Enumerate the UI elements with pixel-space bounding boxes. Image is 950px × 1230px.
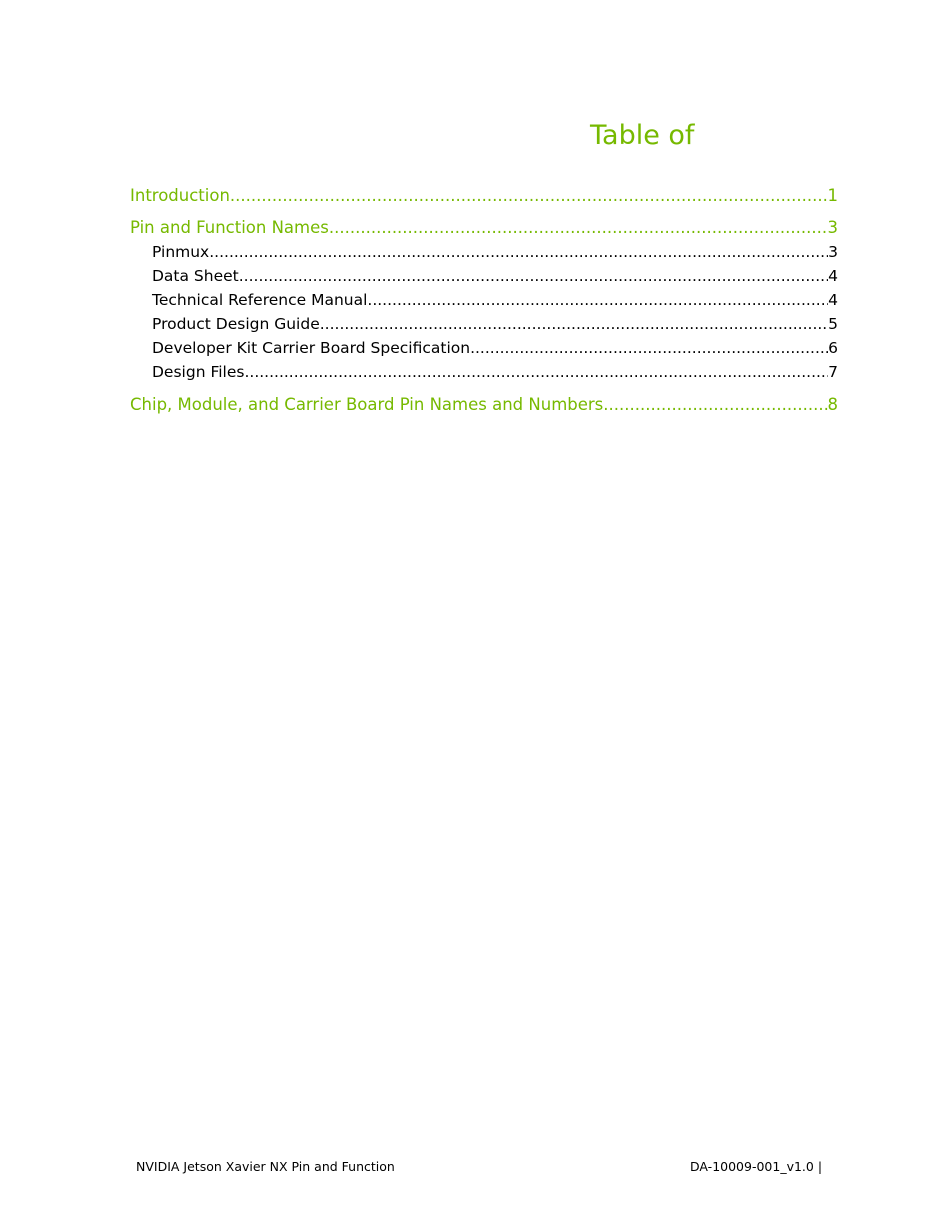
- page-title: Table of: [590, 120, 695, 151]
- toc-entry-label: Product Design Guide: [152, 315, 320, 333]
- toc-leader-dots: [209, 243, 828, 261]
- toc-leader-dots: [320, 315, 828, 333]
- toc-entry-design-files[interactable]: [152, 363, 838, 381]
- toc-entry-developer-kit-carrier-board-specification[interactable]: [152, 339, 838, 357]
- toc-leader-dots: [239, 267, 828, 285]
- toc-entry-label: Chip, Module, and Carrier Board Pin Names and Numbers: [130, 395, 604, 414]
- toc-page-number: 5: [828, 315, 838, 333]
- toc-page-number: 7: [828, 363, 838, 381]
- footer-document-title: NVIDIA Jetson Xavier NX Pin and Function: [136, 1160, 395, 1174]
- toc-entry-technical-reference-manual[interactable]: [152, 291, 838, 309]
- toc-entry-chip-module-carrier-board-pin-names[interactable]: [130, 395, 838, 414]
- toc-leader-dots: [603, 395, 827, 414]
- toc-entry-label: Data Sheet: [152, 267, 239, 285]
- toc-entry-introduction[interactable]: [130, 186, 838, 205]
- toc-page-number: 4: [828, 267, 838, 285]
- toc-page-number: 1: [827, 186, 838, 205]
- toc-entry-label: Pin and Function Names: [130, 218, 329, 237]
- toc-leader-dots: [470, 339, 828, 357]
- toc-leader-dots: [244, 363, 828, 381]
- toc-leader-dots: [230, 186, 828, 205]
- toc-entry-pin-and-function-names[interactable]: [130, 218, 838, 237]
- toc-page-number: 6: [828, 339, 838, 357]
- toc-entry-product-design-guide[interactable]: [152, 315, 838, 333]
- toc-entry-label: Introduction: [130, 186, 230, 205]
- toc-page-number: 3: [827, 218, 838, 237]
- toc-page-number: 4: [828, 291, 838, 309]
- footer-document-number: DA-10009-001_v1.0 |: [690, 1160, 823, 1174]
- toc-entry-label: Developer Kit Carrier Board Specification: [152, 339, 471, 357]
- toc-entry-pinmux[interactable]: [152, 243, 838, 261]
- toc-page-number: 3: [828, 243, 838, 261]
- toc-leader-dots: [329, 218, 828, 237]
- toc-entry-label: Technical Reference Manual: [152, 291, 368, 309]
- toc-entry-label: Design Files: [152, 363, 245, 381]
- toc-entry-label: Pinmux: [152, 243, 210, 261]
- toc-page-number: 8: [827, 395, 838, 414]
- toc-leader-dots: [367, 291, 828, 309]
- toc-entry-data-sheet[interactable]: [152, 267, 838, 285]
